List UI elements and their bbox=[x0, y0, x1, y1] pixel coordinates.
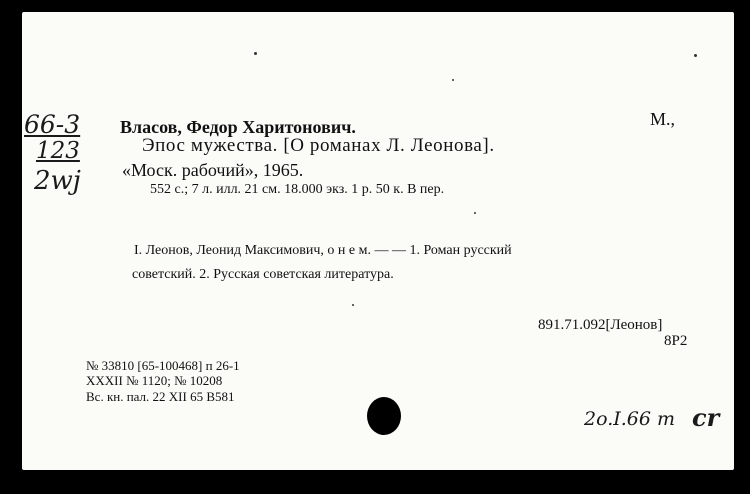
shelf-mark-line1: 66-3 bbox=[24, 110, 81, 139]
catalog-card bbox=[22, 12, 734, 470]
handwritten-date-note: 2o.I.66 m bbox=[584, 408, 676, 430]
subject-tracing-line1: I. Леонов, Леонид Максимович, о н е м. — — 1. Роман русский bbox=[134, 243, 512, 258]
scan-speck bbox=[474, 212, 476, 214]
registry-line2: XXXII № 1120; № 10208 bbox=[86, 373, 223, 388]
author-heading: Власов, Федор Харитонович. bbox=[120, 117, 356, 137]
shelf-mark-line2: 123 bbox=[36, 138, 80, 164]
punch-hole bbox=[367, 397, 401, 435]
classification-number: 891.71.092[Леонов] bbox=[538, 317, 663, 333]
scan-speck bbox=[452, 79, 454, 81]
publisher-line: «Моск. рабочий», 1965. bbox=[122, 160, 304, 180]
subject-tracing-line2: советский. 2. Русская советская литература. bbox=[132, 267, 394, 282]
physical-description: 552 с.; 7 л. илл. 21 см. 18.000 экз. 1 р. 50 к. В пер. bbox=[150, 182, 445, 197]
classification-code: 8Р2 bbox=[664, 333, 688, 349]
title-line: Эпос мужества. [О романах Л. Леонова]. bbox=[142, 135, 495, 156]
shelf-mark-line3: 2wj bbox=[34, 166, 81, 196]
scan-speck bbox=[254, 52, 257, 55]
publication-city: М., bbox=[650, 109, 676, 129]
handwritten-initials: cr bbox=[692, 403, 720, 432]
scan-speck bbox=[694, 54, 697, 57]
registry-line3: Вс. кн. пал. 22 XII 65 В581 bbox=[86, 389, 235, 404]
scan-speck bbox=[352, 304, 354, 306]
registry-line1: № 33810 [65-100468] п 26-1 bbox=[86, 358, 240, 373]
